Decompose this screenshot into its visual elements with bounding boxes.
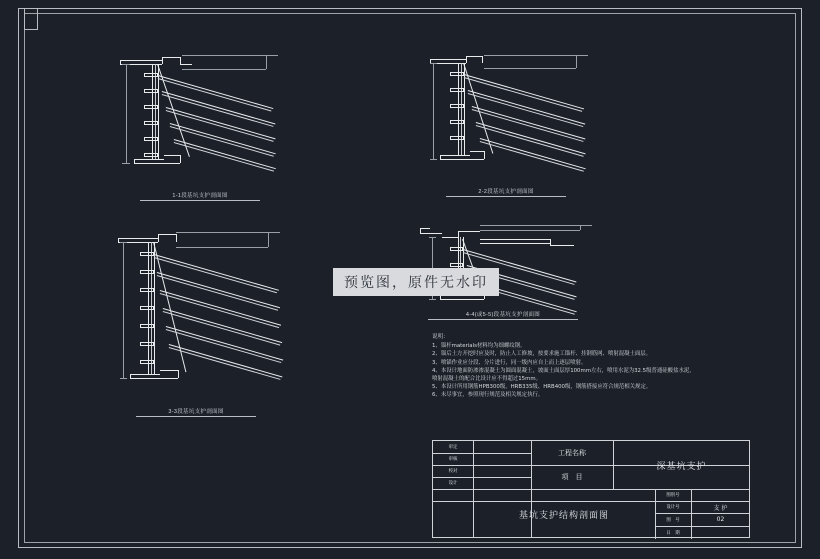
note-line: 5、本设计所用钢筋HPB300级，HRB335级、HRB400级，钢筋搭接应符合规范相关规定。 bbox=[432, 384, 652, 391]
detail-caption-2-2: 2-2段基坑支护剖面图 bbox=[446, 187, 566, 197]
note-line: 2、锚后土方开挖时应及时，防止人工修坡，按要求施工锚杆、挂钢筋网、喷射混凝土面层。 bbox=[432, 351, 652, 358]
note-line: 6、未尽事宜，参照现行规范及相关规定执行。 bbox=[432, 392, 544, 399]
detail-caption-3-3: 3-3段基坑支护剖面图 bbox=[136, 407, 256, 417]
title-label-checker: 审核 bbox=[448, 457, 458, 462]
detail-caption-4-4: 4-4(或5-5)段基坑支护剖面图 bbox=[428, 310, 578, 320]
drawing-group-label: 图别号 bbox=[666, 493, 680, 498]
notes-block bbox=[432, 333, 732, 400]
title-label-proofreader: 校对 bbox=[448, 469, 458, 474]
detail-caption-1-1: 1-1段基坑支护剖面图 bbox=[140, 191, 260, 201]
notes-title: 说明： bbox=[432, 334, 449, 340]
detail-section-3-3 bbox=[118, 232, 333, 422]
title-block bbox=[432, 440, 750, 538]
sheet-title-value: 基坑支护结构剖面图 bbox=[518, 510, 609, 521]
sheet-tab-mark bbox=[24, 8, 38, 30]
detail-section-1-1 bbox=[120, 55, 320, 205]
note-line: 1、锚杆materials材料均为细螺纹钢。 bbox=[432, 343, 526, 350]
design-no-label: 设计号 bbox=[666, 505, 680, 510]
title-label-designer: 设计 bbox=[448, 481, 458, 486]
project-name-label: 工程名称 bbox=[558, 449, 586, 457]
sheet-no-value: 02 bbox=[716, 516, 725, 523]
note-line: 3、喷锚作业应分段、分片进行，同一级内应自上而上逐层喷射。 bbox=[432, 359, 587, 366]
detail-section-2-2 bbox=[430, 55, 640, 205]
date-label: 日 期 bbox=[666, 530, 680, 536]
note-line: 喷射混凝土的配合比设计应不得超过15mm。 bbox=[432, 376, 542, 383]
drawing-no-label: 图 号 bbox=[666, 517, 680, 523]
project-name-value: 深基坑支护 bbox=[656, 461, 707, 472]
title-label-approver: 审定 bbox=[448, 445, 458, 450]
project-item-label: 项 目 bbox=[561, 473, 583, 481]
drawing-no-value: 支 护 bbox=[713, 504, 728, 512]
note-line: 4、本设计地面防渗渗混凝土为圆面混凝土，坡面土面层厚100mm左右，喷用水泥为32.5级普通硅酸盐水泥， bbox=[432, 367, 695, 374]
watermark-label: 预览图，原件无水印 bbox=[333, 268, 499, 296]
